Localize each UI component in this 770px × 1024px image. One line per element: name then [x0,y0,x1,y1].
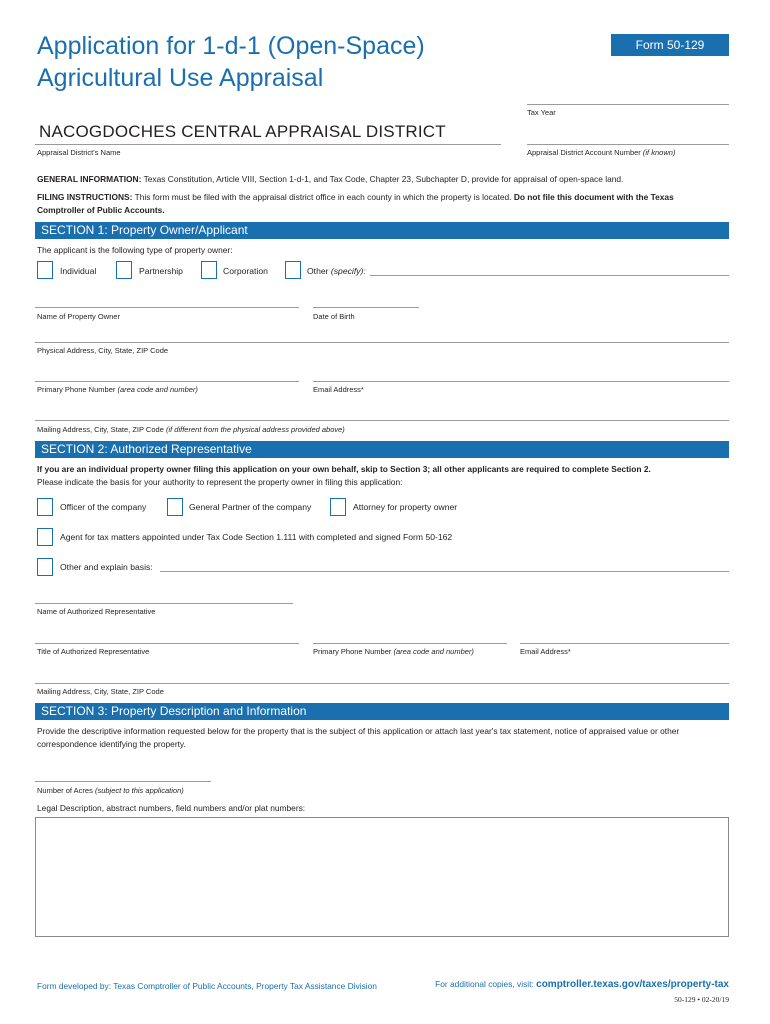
owner-email-label: Email Address* [313,385,364,394]
other-owner-checkbox[interactable] [285,261,301,279]
form-number-badge: Form 50-129 [611,34,729,56]
agent-label: Agent for tax matters appointed under Tax Code Section 1.111 with completed and signed Form 50-162 [60,532,453,542]
physical-address-field[interactable] [35,342,729,343]
section-2-header: SECTION 2: Authorized Representative [35,441,729,458]
corporation-checkbox[interactable] [201,261,217,279]
partnership-checkbox[interactable] [116,261,132,279]
legal-description-label: Legal Description, abstract numbers, field numbers and/or plat numbers: [37,803,306,813]
rep-name-label: Name of Authorized Representative [37,607,156,616]
legal-description-textarea[interactable] [35,817,729,937]
owner-name-field[interactable] [35,307,299,308]
officer-label: Officer of the company [60,502,147,512]
attorney-checkbox[interactable] [330,498,346,516]
filing-instructions: FILING INSTRUCTIONS: This form must be filed with the appraisal district office in each county in which the property is located. Do not file this document with the Texas Comptroller of Public Accounts. [37,192,674,215]
section-3-header: SECTION 3: Property Description and Information [35,703,729,720]
district-name-value[interactable]: NACOGDOCHES CENTRAL APPRAISAL DISTRICT [39,122,446,141]
other-owner-specify-field[interactable] [370,275,729,276]
rep-mailing-address-field[interactable] [35,683,729,684]
rep-phone-label: Primary Phone Number (area code and number) [313,647,474,656]
acres-field[interactable] [35,781,211,782]
physical-address-label: Physical Address, City, State, ZIP Code [37,346,169,355]
section-3-intro: Provide the descriptive information requested below for the property that is the subject of this application or attach last year's tax statement, notice of appraised value or other correspondence identifying the property. [37,726,680,749]
other-owner-label: Other (specify): [307,266,366,276]
owner-mailing-address-field[interactable] [35,420,729,421]
corporation-label: Corporation [223,266,268,276]
date-of-birth-field[interactable] [313,307,419,308]
tax-year-label: Tax Year [527,108,556,117]
account-number-field[interactable] [527,144,729,145]
acres-label: Number of Acres (subject to this application) [37,786,184,795]
district-name-label: Appraisal District's Name [37,148,121,157]
general-partner-checkbox[interactable] [167,498,183,516]
agent-checkbox[interactable] [37,528,53,546]
rep-phone-field[interactable] [313,643,507,644]
tax-year-field[interactable] [527,104,729,105]
form-version: 50-129 • 02-20/19 [674,995,729,1004]
rep-email-label: Email Address* [520,647,571,656]
individual-label: Individual [60,266,97,276]
rep-email-field[interactable] [520,643,729,644]
rep-title-label: Title of Authorized Representative [37,647,150,656]
account-number-label: Appraisal District Account Number (if known) [527,148,676,157]
individual-checkbox[interactable] [37,261,53,279]
district-name-line [35,144,501,145]
owner-name-label: Name of Property Owner [37,312,120,321]
owner-type-intro: The applicant is the following type of property owner: [37,245,233,255]
general-information: GENERAL INFORMATION: Texas Constitution, Article VIII, Section 1-d-1, and Tax Code, Chapter 23, Subchapter D, provide for appraisal of open-space land. [37,174,624,184]
other-basis-field[interactable] [160,571,729,572]
attorney-label: Attorney for property owner [353,502,458,512]
rep-title-field[interactable] [35,643,299,644]
owner-phone-label: Primary Phone Number (area code and number) [37,385,198,394]
date-of-birth-label: Date of Birth [313,312,355,321]
form-title: Application for 1-d-1 (Open-Space) Agricultural Use Appraisal [37,32,425,92]
owner-mailing-address-label: Mailing Address, City, State, ZIP Code (if different from the physical address provided above) [37,425,345,434]
general-partner-label: General Partner of the company [189,502,312,512]
footer-developed-by: Form developed by: Texas Comptroller of Public Accounts, Property Tax Assistance Division [37,981,377,991]
owner-phone-field[interactable] [35,381,299,382]
footer-copies: For additional copies, visit: comptroller.texas.gov/taxes/property-tax [435,979,729,990]
comptroller-link[interactable]: comptroller.texas.gov/taxes/property-tax [536,979,729,990]
officer-checkbox[interactable] [37,498,53,516]
other-basis-checkbox[interactable] [37,558,53,576]
partnership-label: Partnership [139,266,183,276]
other-basis-label: Other and explain basis: [60,562,153,572]
rep-name-field[interactable] [35,603,293,604]
rep-mailing-address-label: Mailing Address, City, State, ZIP Code [37,687,164,696]
section-2-intro: If you are an individual property owner filing this application on your own behalf, skip to Section 3; all other applicants are required to complete Section 2. Please indicate the basis for your authority to represent the property owner in filing this application: [37,464,651,487]
section-1-header: SECTION 1: Property Owner/Applicant [35,222,729,239]
owner-email-field[interactable] [313,381,729,382]
